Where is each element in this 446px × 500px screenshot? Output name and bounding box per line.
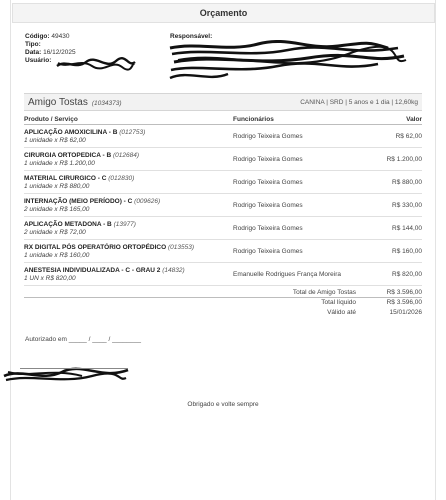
table-row	[24, 125, 422, 148]
item-code: (012753)	[119, 128, 146, 136]
item-value: R$ 330,00	[392, 201, 422, 209]
net-row	[24, 297, 422, 307]
item-value: R$ 62,00	[395, 132, 422, 140]
item-qty: 1 UN x R$ 820,00	[24, 274, 76, 282]
totals-block	[24, 287, 422, 317]
item-staff: Rodrigo Teixeira Gomes	[233, 178, 303, 186]
redaction-scribble-responsible	[168, 40, 408, 86]
item-qty: 1 unidade x R$ 160,00	[24, 251, 90, 259]
item-name: INTERNAÇÃO (MEIO PERÍODO) - C	[24, 197, 133, 205]
table-body	[24, 125, 422, 286]
item-qty: 1 unidade x R$ 1.200,00	[24, 159, 95, 167]
item-qty: 1 unidade x R$ 62,00	[24, 136, 86, 144]
item-staff: Rodrigo Teixeira Gomes	[233, 132, 303, 140]
table-header	[24, 115, 422, 125]
item-name: CIRURGIA ORTOPEDICA - B	[24, 151, 112, 159]
code-row	[25, 33, 165, 41]
net-label: Total líquido	[321, 299, 356, 306]
item-value: R$ 144,00	[392, 224, 422, 232]
item-staff: Emanuelle Rodrigues França Moreira	[233, 270, 342, 278]
item-code: (012830)	[108, 174, 135, 182]
item-staff: Rodrigo Teixeira Gomes	[233, 224, 303, 232]
table-row	[24, 217, 422, 240]
type-row	[25, 41, 165, 49]
patient-bar	[24, 93, 422, 111]
item-staff: Rodrigo Teixeira Gomes	[233, 247, 303, 255]
code-value: 49430	[51, 33, 70, 40]
thanks-message: Obrigado e volte sempre	[187, 401, 259, 408]
item-name: MATERIAL CIRURGICO - C	[24, 174, 107, 182]
valid-value: 15/01/2026	[389, 308, 422, 316]
valid-label: Válido até	[327, 308, 356, 316]
item-code: (012684)	[112, 151, 139, 159]
item-staff: Rodrigo Teixeira Gomes	[233, 155, 303, 163]
item-code: (013553)	[167, 243, 195, 251]
valid-row	[24, 307, 422, 317]
item-value: R$ 160,00	[392, 247, 422, 255]
item-value: R$ 880,00	[392, 178, 422, 186]
user-label: Usuário:	[25, 57, 52, 64]
patient-info	[28, 97, 121, 108]
table-row	[24, 148, 422, 171]
total-value: R$ 3.596,00	[386, 288, 422, 296]
item-name: ANESTESIA INDIVIDUALIZADA - C - GRAU 2	[24, 266, 161, 274]
patient-name: Amigo Tostas	[28, 96, 88, 108]
item-code: (009626)	[134, 197, 161, 205]
total-row	[24, 287, 422, 297]
header-value: Valor	[406, 116, 422, 123]
header-staff: Funcionários	[233, 116, 274, 123]
total-label: Total de Amigo Tostas	[292, 288, 356, 296]
item-value: R$ 1.200,00	[386, 155, 422, 163]
table-row	[24, 240, 422, 263]
net-value: R$ 3.596,00	[386, 299, 422, 306]
item-value: R$ 820,00	[392, 270, 422, 278]
table-row	[24, 171, 422, 194]
title-bar	[12, 3, 435, 23]
type-label: Tipo:	[25, 41, 41, 48]
item-qty: 2 unidade x R$ 165,00	[24, 205, 90, 213]
responsible-label: Responsável:	[170, 33, 213, 40]
item-name: APLICAÇÃO AMOXICILINA - B	[24, 128, 118, 136]
signature-line	[20, 368, 128, 369]
item-qty: 2 unidade x R$ 72,00	[24, 228, 86, 236]
item-code: (14832)	[162, 266, 185, 274]
item-qty: 1 unidade x R$ 880,00	[24, 182, 90, 190]
patient-id: (1034373)	[91, 99, 122, 107]
table-row	[24, 263, 422, 286]
date-value: 16/12/2025	[43, 49, 76, 56]
header-product: Produto / Serviço	[24, 116, 78, 123]
item-name: RX DIGITAL PÓS OPERATÓRIO ORTOPÉDICO	[24, 243, 167, 251]
item-name: APLICAÇÃO METADONA - B	[24, 220, 112, 228]
authorized-line: Autorizado em _____ / ____ / ________	[25, 336, 142, 343]
redaction-scribble-user	[56, 56, 136, 72]
item-staff: Rodrigo Teixeira Gomes	[233, 201, 303, 209]
code-label: Código:	[25, 33, 50, 40]
table-row	[24, 194, 422, 217]
page-title: Orçamento	[199, 8, 248, 18]
date-label: Data:	[25, 49, 42, 56]
patient-meta: CANINA | SRD | 5 anos e 1 dia | 12,60kg	[300, 98, 418, 106]
items-table	[24, 115, 422, 286]
item-code: (13977)	[113, 220, 136, 228]
